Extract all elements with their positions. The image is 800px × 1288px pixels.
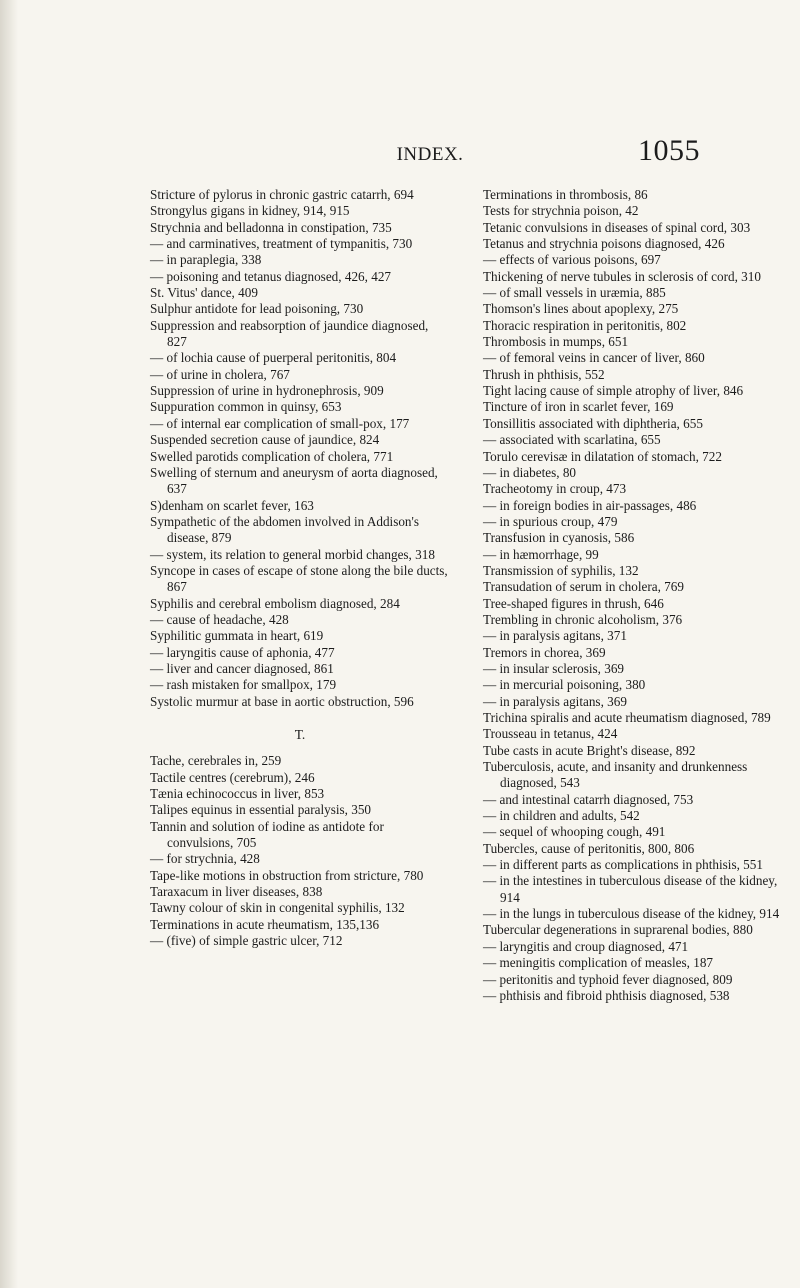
index-entry: Syphilitic gummata in heart, 619 bbox=[150, 628, 324, 644]
index-entry: Thomson's lines about apoplexy, 275 bbox=[483, 301, 679, 317]
index-entry: — in different parts as complications in phthisis, 551 bbox=[483, 857, 763, 873]
index-entry: St. Vitus' dance, 409 bbox=[150, 285, 258, 301]
index-entry: — and intestinal catarrh diagnosed, 753 bbox=[483, 791, 694, 807]
index-entry: Transudation of serum in cholera, 769 bbox=[483, 579, 684, 595]
index-entry: Suspended secretion cause of jaundice, 824 bbox=[150, 432, 380, 448]
index-entry: — of small vessels in uræmia, 885 bbox=[483, 285, 666, 301]
index-entry: Taraxacum in liver diseases, 838 bbox=[150, 884, 323, 900]
index-entry: — in the intestines in tuberculous disease of the kidney, 914 bbox=[483, 873, 778, 905]
index-entry: — in children and adults, 542 bbox=[483, 808, 640, 824]
index-entry: Transmission of syphilis, 132 bbox=[483, 562, 639, 578]
index-entry: Systolic murmur at base in aortic obstruction, 596 bbox=[150, 693, 414, 709]
index-entry: — laryngitis cause of aphonia, 477 bbox=[150, 644, 335, 660]
index-entry: — cause of headache, 428 bbox=[150, 611, 289, 627]
index-entry: Syphilis and cerebral embolism diagnosed, 284 bbox=[150, 595, 400, 611]
index-entry: — in insular sclerosis, 369 bbox=[483, 660, 625, 676]
index-entry: — liver and cancer diagnosed, 861 bbox=[150, 660, 334, 676]
index-entry: Tonsillitis associated with diphtheria, 655 bbox=[483, 415, 703, 431]
index-entry: — in paralysis agitans, 369 bbox=[483, 693, 627, 709]
page-number: 1055 bbox=[638, 134, 700, 167]
index-entry: Transfusion in cyanosis, 586 bbox=[483, 530, 635, 546]
page-header bbox=[160, 134, 700, 167]
index-entry: Tests for strychnia poison, 42 bbox=[483, 203, 639, 219]
index-entry: — effects of various poisons, 697 bbox=[483, 252, 661, 268]
index-entry: Sulphur antidote for lead poisoning, 730 bbox=[150, 301, 364, 317]
index-entry: — sequel of whooping cough, 491 bbox=[483, 824, 666, 840]
index-entry: Trembling in chronic alcoholism, 376 bbox=[483, 611, 683, 627]
index-entry: Strychnia and belladonna in constipation, 735 bbox=[150, 219, 392, 235]
index-entry: Swelled parotids complication of cholera, 771 bbox=[150, 448, 394, 464]
section-letter-t: T. bbox=[294, 727, 306, 742]
index-entry: Syncope in cases of escape of stone along the bile ducts, 867 bbox=[150, 562, 448, 595]
index-entry: Swelling of sternum and aneurysm of aorta diagnosed, 637 bbox=[150, 464, 438, 497]
index-entry: — rash mistaken for smallpox, 179 bbox=[150, 677, 337, 693]
index-entry: — laryngitis and croup diagnosed, 471 bbox=[483, 938, 689, 954]
left-entries-t bbox=[150, 753, 450, 949]
index-entry: Tape-like motions in obstruction from stricture, 780 bbox=[150, 867, 424, 883]
index-entry: — for strychnia, 428 bbox=[150, 851, 260, 867]
index-entry: Tetanic convulsions in diseases of spinal cord, 303 bbox=[483, 219, 751, 235]
index-entry: — and carminatives, treatment of tympanitis, 730 bbox=[150, 236, 413, 252]
index-entry: — in mercurial poisoning, 380 bbox=[483, 677, 646, 693]
index-entry: — in foreign bodies in air-passages, 486 bbox=[483, 497, 697, 513]
index-entry: Tetanus and strychnia poisons diagnosed, 426 bbox=[483, 236, 725, 252]
index-entry: Sympathetic of the abdomen involved in Addison's disease, 879 bbox=[150, 513, 420, 546]
index-entry: Tuberculosis, acute, and insanity and drunkenness diagnosed, 543 bbox=[483, 759, 748, 791]
index-entry: Tache, cerebrales in, 259 bbox=[150, 753, 282, 769]
index-entry: Trousseau in tetanus, 424 bbox=[483, 726, 618, 742]
index-entry: — meningitis complication of measles, 187 bbox=[483, 955, 714, 971]
index-entry: — in spurious croup, 479 bbox=[483, 513, 618, 529]
index-entry: Thickening of nerve tubules in sclerosis of cord, 310 bbox=[483, 268, 761, 284]
index-entry: Terminations in acute rheumatism, 135,136 bbox=[150, 916, 380, 932]
index-entry: — in diabetes, 80 bbox=[483, 464, 577, 480]
index-entry: — (five) of simple gastric ulcer, 712 bbox=[150, 933, 343, 949]
index-entry: Thoracic respiration in peritonitis, 802 bbox=[483, 317, 687, 333]
index-entry: — of internal ear complication of small-pox, 177 bbox=[150, 415, 410, 431]
index-entry: Trichina spiralis and acute rheumatism diagnosed, 789 bbox=[483, 710, 771, 725]
index-entry: Suppression and reabsorption of jaundice diagnosed, 827 bbox=[150, 317, 429, 350]
index-entry: Tincture of iron in scarlet fever, 169 bbox=[483, 399, 674, 415]
index-entry: Tube casts in acute Bright's disease, 892 bbox=[483, 742, 696, 758]
running-title: INDEX. bbox=[396, 144, 464, 165]
index-entry: Stricture of pylorus in chronic gastric catarrh, 694 bbox=[150, 187, 414, 202]
index-entry: — in the lungs in tuberculous disease of the kidney, 914 bbox=[483, 906, 780, 922]
left-entries-s bbox=[150, 187, 450, 710]
index-entry: — of lochia cause of puerperal peritonitis, 804 bbox=[150, 350, 397, 366]
index-entry: Talipes equinus in essential paralysis, 350 bbox=[150, 802, 372, 818]
index-entry: Tannin and solution of iodine as antidote for convulsions, 705 bbox=[150, 818, 384, 851]
index-entry: Tænia echinococcus in liver, 853 bbox=[150, 786, 325, 802]
index-entry: Tubercles, cause of peritonitis, 800, 806 bbox=[483, 840, 695, 856]
index-entry: S)denham on scarlet fever, 163 bbox=[150, 497, 314, 513]
index-entry: — in paraplegia, 338 bbox=[150, 252, 262, 268]
index-entry: Tracheotomy in croup, 473 bbox=[483, 481, 627, 497]
left-column bbox=[150, 187, 450, 949]
index-entry: Tremors in chorea, 369 bbox=[483, 644, 606, 660]
index-entry: Torulo cerevisæ in dilatation of stomach, 722 bbox=[483, 448, 722, 464]
index-entry: — of femoral veins in cancer of liver, 860 bbox=[483, 350, 705, 366]
index-entry: — poisoning and tetanus diagnosed, 426, 427 bbox=[150, 268, 392, 284]
index-entry: — of urine in cholera, 767 bbox=[150, 366, 290, 382]
index-entry: — in hæmorrhage, 99 bbox=[483, 546, 599, 562]
index-entry: Tactile centres (cerebrum), 246 bbox=[150, 769, 315, 785]
right-entries bbox=[483, 187, 783, 1004]
index-entry: — peritonitis and typhoid fever diagnosed, 809 bbox=[483, 971, 733, 987]
index-entry: — phthisis and fibroid phthisis diagnosed, 538 bbox=[483, 987, 730, 1003]
index-entry: — associated with scarlatina, 655 bbox=[483, 432, 661, 448]
index-entry: Suppuration common in quinsy, 653 bbox=[150, 399, 342, 415]
index-entry: — in paralysis agitans, 371 bbox=[483, 628, 627, 644]
index-entry: — system, its relation to general morbid changes, 318 bbox=[150, 546, 435, 562]
index-entry: Strongylus gigans in kidney, 914, 915 bbox=[150, 203, 350, 219]
index-entry: Terminations in thrombosis, 86 bbox=[483, 187, 648, 202]
index-entry: Suppression of urine in hydronephrosis, 909 bbox=[150, 383, 384, 399]
index-entry: Tight lacing cause of simple atrophy of liver, 846 bbox=[483, 383, 744, 399]
index-entry: Tubercular degenerations in suprarenal bodies, 880 bbox=[483, 922, 753, 938]
index-entry: Tree-shaped figures in thrush, 646 bbox=[483, 595, 664, 611]
index-entry: Thrombosis in mumps, 651 bbox=[483, 334, 629, 350]
index-entry: Tawny colour of skin in congenital syphilis, 132 bbox=[150, 900, 405, 916]
right-column bbox=[483, 187, 783, 1004]
index-entry: Thrush in phthisis, 552 bbox=[483, 366, 605, 382]
page-gutter-shadow bbox=[0, 0, 18, 1288]
